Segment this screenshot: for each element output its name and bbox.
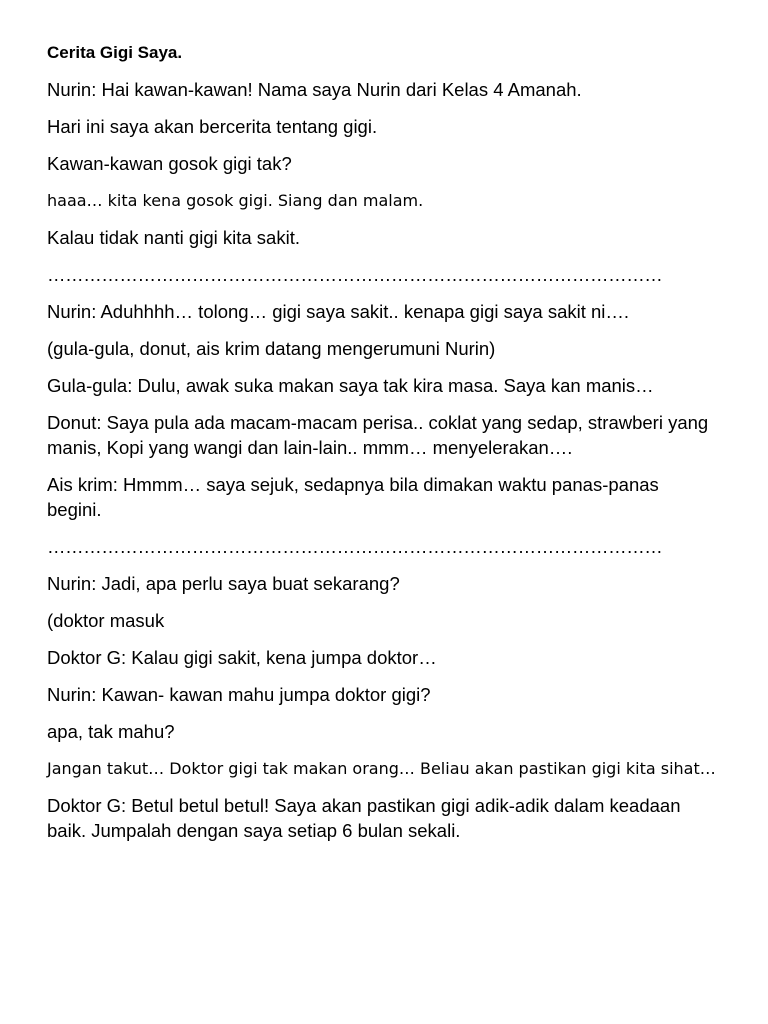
paragraph-nurin-pain: Nurin: Aduhhhh… tolong… gigi saya sakit.. kenapa gigi saya sakit ni….: [47, 301, 630, 322]
paragraph-doctor-closing: Doktor G: Betul betul betul! Saya akan pastikan gigi adik-adik dalam keadaan baik. Jumpalah dengan saya setiap 6 bulan sekali.: [47, 795, 681, 841]
dotted-separator-1: …………………………………………………………………………………………: [47, 264, 663, 285]
paragraph-dont-be-afraid: Jangan takut… Doktor gigi tak makan orang… Beliau akan pastikan gigi kita sihat…: [47, 759, 716, 778]
paragraph-warning: Kalau tidak nanti gigi kita sakit.: [47, 227, 300, 248]
paragraph-gula-gula: Gula-gula: Dulu, awak suka makan saya tak kira masa. Saya kan manis…: [47, 375, 654, 396]
paragraph-topic: Hari ini saya akan bercerita tentang gigi.: [47, 116, 378, 137]
dotted-separator-2: …………………………………………………………………………………………: [47, 536, 663, 557]
document-page: [47, 40, 717, 855]
paragraph-ais-krim: Ais krim: Hmmm… saya sejuk, sedapnya bila dimakan waktu panas-panas begini.: [47, 474, 659, 520]
paragraph-brush-teeth: haaa… kita kena gosok gigi. Siang dan malam.: [47, 191, 424, 210]
paragraph-donut: Donut: Saya pula ada macam-macam perisa.. coklat yang sedap, strawberi yang manis, Kopi yang wangi dan lain-lain.. mmm… menyelerakan….: [47, 412, 709, 458]
paragraph-dont-want: apa, tak mahu?: [47, 721, 175, 742]
document-title: Cerita Gigi Saya.: [47, 43, 183, 62]
paragraph-stage-direction: (gula-gula, donut, ais krim datang mengerumuni Nurin): [47, 338, 496, 359]
paragraph-question: Kawan-kawan gosok gigi tak?: [47, 153, 292, 174]
paragraph-nurin-intro: Nurin: Hai kawan-kawan! Nama saya Nurin dari Kelas 4 Amanah.: [47, 79, 582, 100]
paragraph-nurin-question: Nurin: Jadi, apa perlu saya buat sekarang?: [47, 573, 400, 594]
paragraph-doctor-enters: (doktor masuk: [47, 610, 165, 631]
paragraph-doctor-advice: Doktor G: Kalau gigi sakit, kena jumpa doktor…: [47, 647, 437, 668]
paragraph-nurin-ask: Nurin: Kawan- kawan mahu jumpa doktor gigi?: [47, 684, 431, 705]
